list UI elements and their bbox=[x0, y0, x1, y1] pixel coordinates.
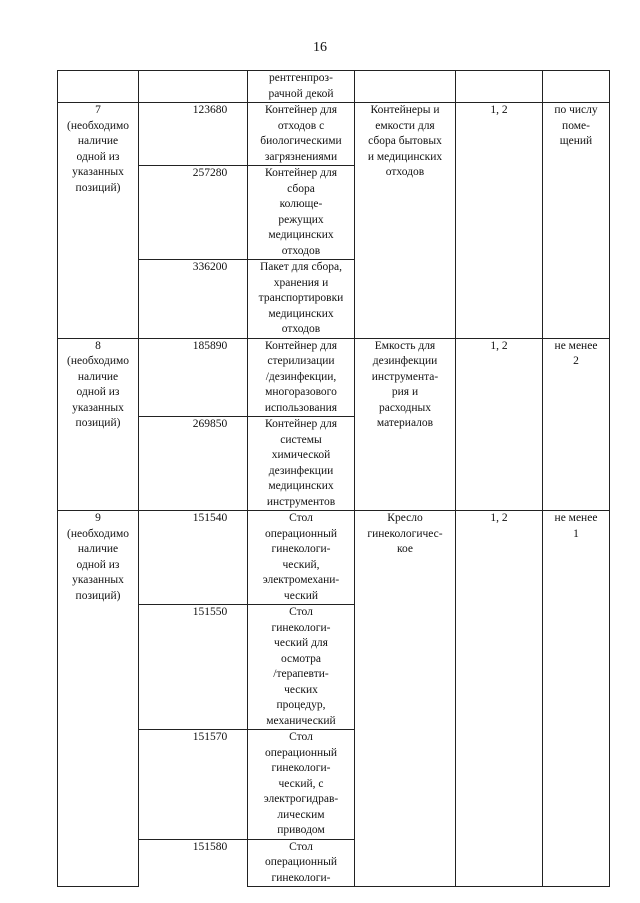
item-name: Контейнер для отходов с биологическими загрязнениями bbox=[248, 103, 355, 166]
item-code: 336200 bbox=[139, 260, 248, 339]
page-number: 16 bbox=[313, 40, 327, 55]
item-category: Емкость для дезинфекции инструмента- рия и расходных материалов bbox=[355, 338, 456, 511]
position-number: 8 (необходимо наличие одной из указанных позиций) bbox=[58, 338, 139, 511]
item-code: 151580 bbox=[139, 839, 248, 887]
item-code: 151570 bbox=[139, 730, 248, 840]
item-name: Стол операционный гинекологи- ческий, с электрогидрав- лическим приводом bbox=[248, 730, 355, 840]
table-cell bbox=[139, 71, 248, 103]
item-code: 123680 bbox=[139, 103, 248, 166]
position-number: 7 (необходимо наличие одной из указанных позиций) bbox=[58, 103, 139, 339]
item-requirements: 1, 2 bbox=[456, 338, 543, 511]
item-requirements: 1, 2 bbox=[456, 511, 543, 887]
item-quantity: по числу поме- щений bbox=[543, 103, 610, 339]
table-cell bbox=[456, 71, 543, 103]
item-name: Контейнер для сбора колюще- режущих медицинских отходов bbox=[248, 166, 355, 260]
item-code: 151550 bbox=[139, 605, 248, 730]
table-cell bbox=[543, 71, 610, 103]
item-category: Контейнеры и емкости для сбора бытовых и медицинских отходов bbox=[355, 103, 456, 339]
table-cell bbox=[58, 71, 139, 103]
table-row bbox=[58, 71, 610, 103]
item-name: Стол операционный гинекологи- ческий, электромехани- ческий bbox=[248, 511, 355, 605]
item-category: Кресло гинекологичес- кое bbox=[355, 511, 456, 887]
item-code: 185890 bbox=[139, 338, 248, 417]
position-number: 9 (необходимо наличие одной из указанных позиций) bbox=[58, 511, 139, 887]
item-name: Контейнер для стерилизации /дезинфекции, многоразового использования bbox=[248, 338, 355, 417]
item-code: 269850 bbox=[139, 417, 248, 511]
item-name: рентгенпроз- рачной декой bbox=[248, 71, 355, 103]
table-row bbox=[58, 338, 610, 417]
equipment-table bbox=[57, 70, 610, 887]
item-code: 151540 bbox=[139, 511, 248, 605]
item-quantity: не менее 1 bbox=[543, 511, 610, 887]
table-cell bbox=[355, 71, 456, 103]
table-row bbox=[58, 511, 610, 605]
item-name: Пакет для сбора, хранения и транспортировки медицинских отходов bbox=[248, 260, 355, 339]
item-code: 257280 bbox=[139, 166, 248, 260]
item-name: Стол гинекологи- ческий для осмотра /терапевти- ческих процедур, механический bbox=[248, 605, 355, 730]
item-requirements: 1, 2 bbox=[456, 103, 543, 339]
table-row bbox=[58, 103, 610, 166]
item-name: Контейнер для системы химической дезинфекции медицинских инструментов bbox=[248, 417, 355, 511]
item-name: Стол операционный гинекологи- bbox=[248, 839, 355, 887]
item-quantity: не менее 2 bbox=[543, 338, 610, 511]
